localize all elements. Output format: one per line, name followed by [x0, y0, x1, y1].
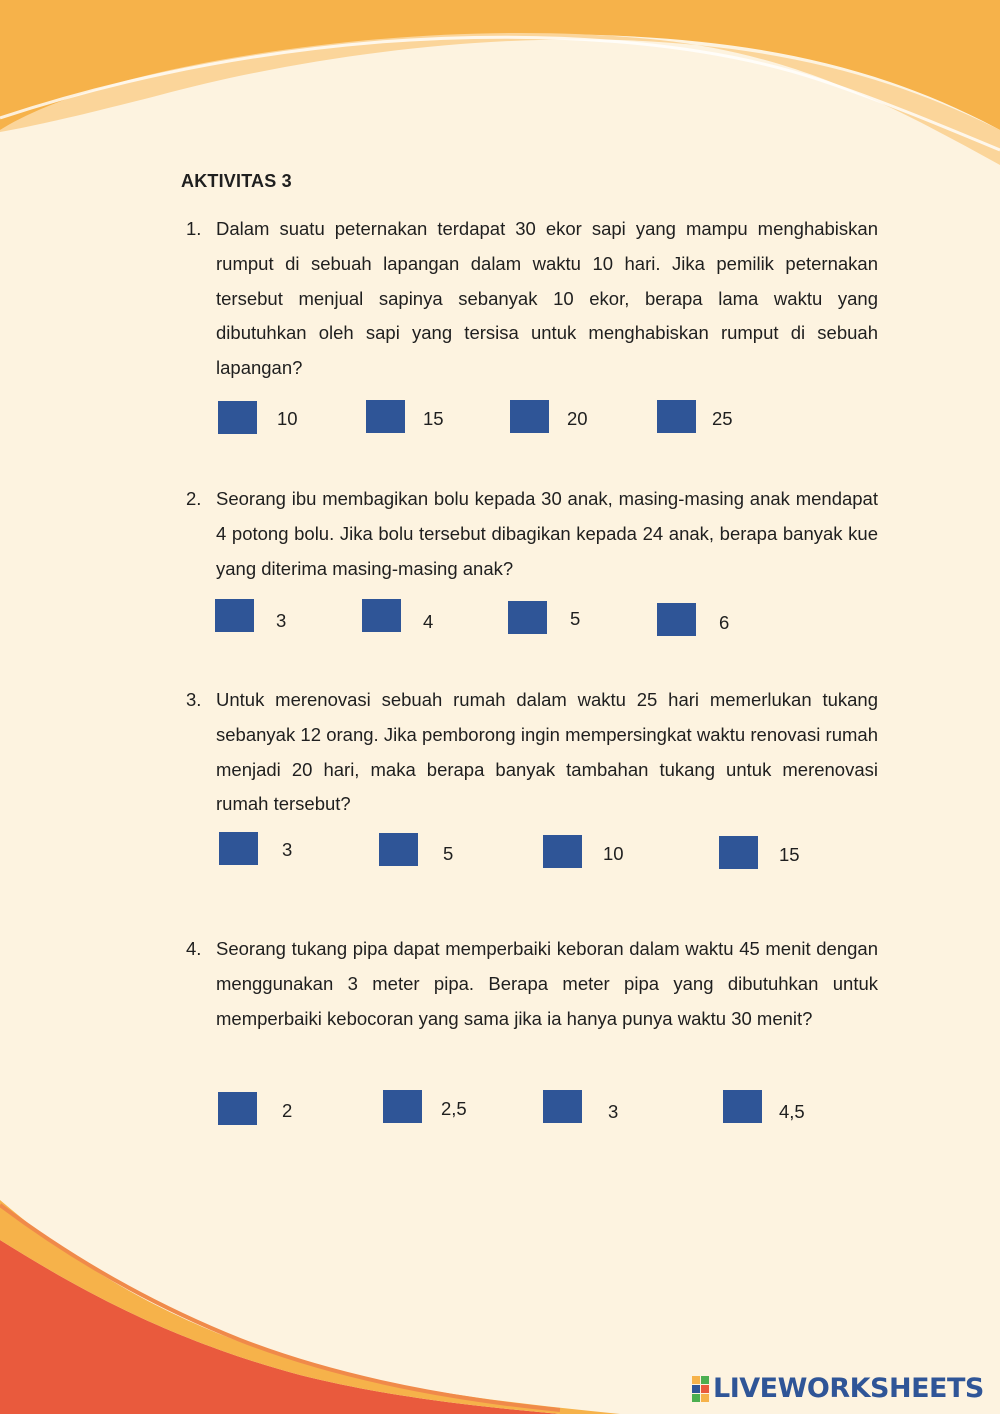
question-number: 4. [186, 938, 202, 959]
q4-option-4-label: 4,5 [779, 1101, 805, 1122]
q3-option-2-box[interactable] [379, 833, 418, 866]
q4-option-2-box[interactable] [383, 1090, 422, 1123]
question-text: Seorang ibu membagikan bolu kepada 30 anak, masing-masing anak mendapat 4 potong bolu. Jika bolu tersebut dibagikan kepada 24 anak, berapa banyak kue yang diterima masing-masing anak? [216, 488, 878, 579]
q4-option-3-box[interactable] [543, 1090, 582, 1123]
logo-text: LIVEWORKSHEETS [713, 1373, 984, 1404]
question-number: 1. [186, 218, 202, 239]
q3-option-2-label: 5 [443, 843, 454, 864]
q2-option-3-label: 5 [570, 608, 581, 629]
q4-option-3-label: 3 [608, 1101, 619, 1122]
q4-option-1-label: 2 [282, 1100, 293, 1121]
q3-option-4-box[interactable] [719, 836, 758, 869]
question-number: 2. [186, 488, 202, 509]
logo-mark-icon [692, 1376, 709, 1402]
q1-option-2-box[interactable] [366, 400, 405, 433]
q1-option-1-label: 10 [277, 408, 298, 429]
worksheet-title: AKTIVITAS 3 [181, 171, 292, 191]
q2-option-3-box[interactable] [508, 601, 547, 634]
q3-option-3-label: 10 [603, 843, 624, 864]
q1-option-4-box[interactable] [657, 400, 696, 433]
question-number: 3. [186, 689, 202, 710]
q1-option-4-label: 25 [712, 408, 733, 429]
q1-option-1-box[interactable] [218, 401, 257, 434]
question-text: Seorang tukang pipa dapat memperbaiki keboran dalam waktu 45 menit dengan menggunakan 3 meter pipa. Berapa meter pipa yang dibutuhkan untuk memperbaiki kebocoran yang sama jika ia hanya punya waktu 30 menit? [216, 938, 878, 1029]
q4-option-2-label: 2,5 [441, 1098, 467, 1119]
question-text: Untuk merenovasi sebuah rumah dalam waktu 25 hari memerlukan tukang sebanyak 12 orang. Jika pemborong ingin mempersingkat waktu renovasi rumah menjadi 20 hari, maka berapa banyak tambahan tukang untuk merenovasi rumah tersebut? [216, 689, 878, 815]
q2-option-1-box[interactable] [215, 599, 254, 632]
question-3 [186, 683, 878, 822]
q2-option-2-label: 4 [423, 611, 434, 632]
question-text: Dalam suatu peternakan terdapat 30 ekor sapi yang mampu menghabiskan rumput di sebuah lapangan dalam waktu 10 hari. Jika pemilik peternakan tersebut menjual sapinya sebanyak 10 ekor, berapa lama waktu yang dibutuhkan oleh sapi yang tersisa untuk menghabiskan rumput di sebuah lapangan? [216, 218, 878, 379]
q2-option-2-box[interactable] [362, 599, 401, 632]
question-2 [186, 482, 878, 586]
q3-option-1-box[interactable] [219, 832, 258, 865]
q1-option-3-label: 20 [567, 408, 588, 429]
q2-option-1-label: 3 [276, 610, 287, 631]
q3-option-4-label: 15 [779, 844, 800, 865]
q4-option-1-box[interactable] [218, 1092, 257, 1125]
q1-option-3-box[interactable] [510, 400, 549, 433]
liveworksheets-logo [692, 1373, 984, 1404]
question-4 [186, 932, 878, 1036]
top-wave-main [0, 0, 1000, 130]
q4-option-4-box[interactable] [723, 1090, 762, 1123]
q2-option-4-box[interactable] [657, 603, 696, 636]
q3-option-1-label: 3 [282, 839, 293, 860]
q2-option-4-label: 6 [719, 612, 730, 633]
q3-option-3-box[interactable] [543, 835, 582, 868]
question-1 [186, 212, 878, 386]
q1-option-2-label: 15 [423, 408, 444, 429]
